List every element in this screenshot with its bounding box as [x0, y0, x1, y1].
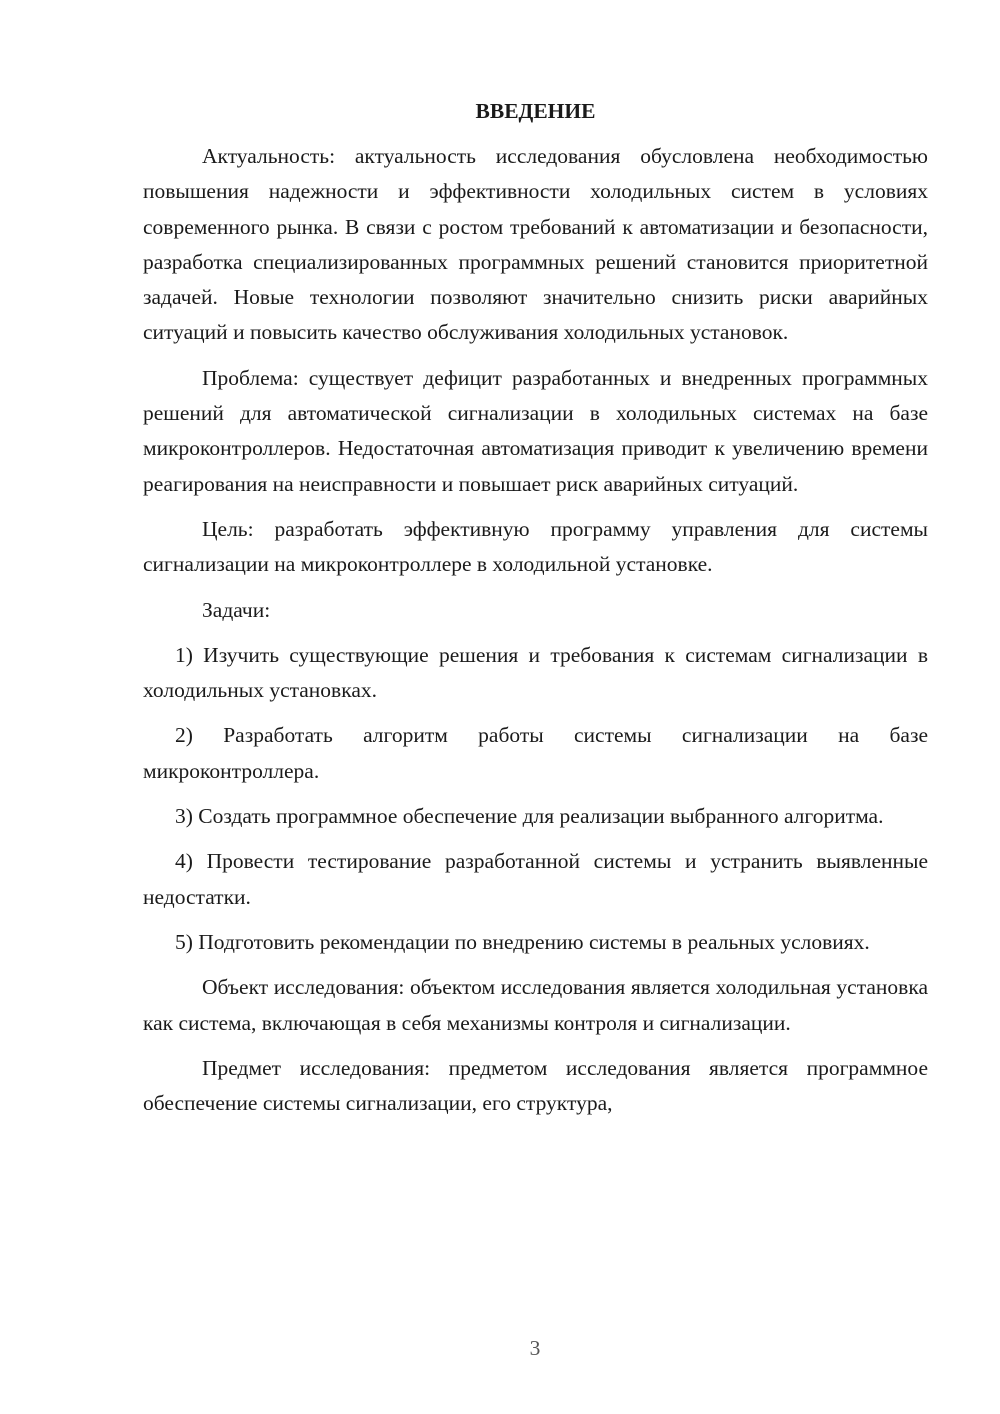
paragraph-subject: Предмет исследования: предметом исследования является программное обеспечение системы сигнализации, его структура, [143, 1055, 928, 1116]
task-item-3: 3) Создать программное обеспечение для реализации выбранного алгоритма. [175, 804, 884, 829]
page-number: 3 [529, 1336, 541, 1360]
task-item-1: 1) Изучить существующие решения и требования к системам сигнализации в холодильных установках. [143, 642, 928, 703]
page-content [143, 94, 928, 1131]
task-item-5: 5) Подготовить рекомендации по внедрению системы в реальных условиях. [175, 929, 870, 954]
paragraph-goal: Цель: разработать эффективную программу управления для системы сигнализации на микроконтроллере в холодильной установке. [143, 516, 928, 577]
paragraph-tasks-heading: Задачи: [202, 597, 271, 622]
paragraph-problem: Проблема: существует дефицит разработанных и внедренных программных решений для автоматической сигнализации в холодильных системах на базе микроконтроллеров. Недостаточная автоматизация приводит к увеличению времени реагирования на неисправности и повышает риск аварийных ситуаций. [143, 365, 928, 496]
paragraph-relevance: Актуальность: актуальность исследования обусловлена необходимостью повышения надежности и эффективности холодильных систем в условиях современного рынка. В связи с ростом требований к автоматизации и безопасности, разработка специализированных программных решений становится приоритетной задачей. Новые технологии позволяют значительно снизить риски аварийных ситуаций и повысить качество обслуживания холодильных установок. [143, 144, 928, 345]
section-title: ВВЕДЕНИЕ [475, 99, 596, 123]
paragraph-object: Объект исследования: объектом исследования является холодильная установка как система, включающая в себя механизмы контроля и сигнализации. [143, 975, 928, 1035]
task-item-4: 4) Провести тестирование разработанной системы и устранить выявленные недостатки. [143, 849, 928, 909]
task-item-2: 2) Разработать алгоритм работы системы сигнализации на базе микроконтроллера. [143, 723, 928, 783]
